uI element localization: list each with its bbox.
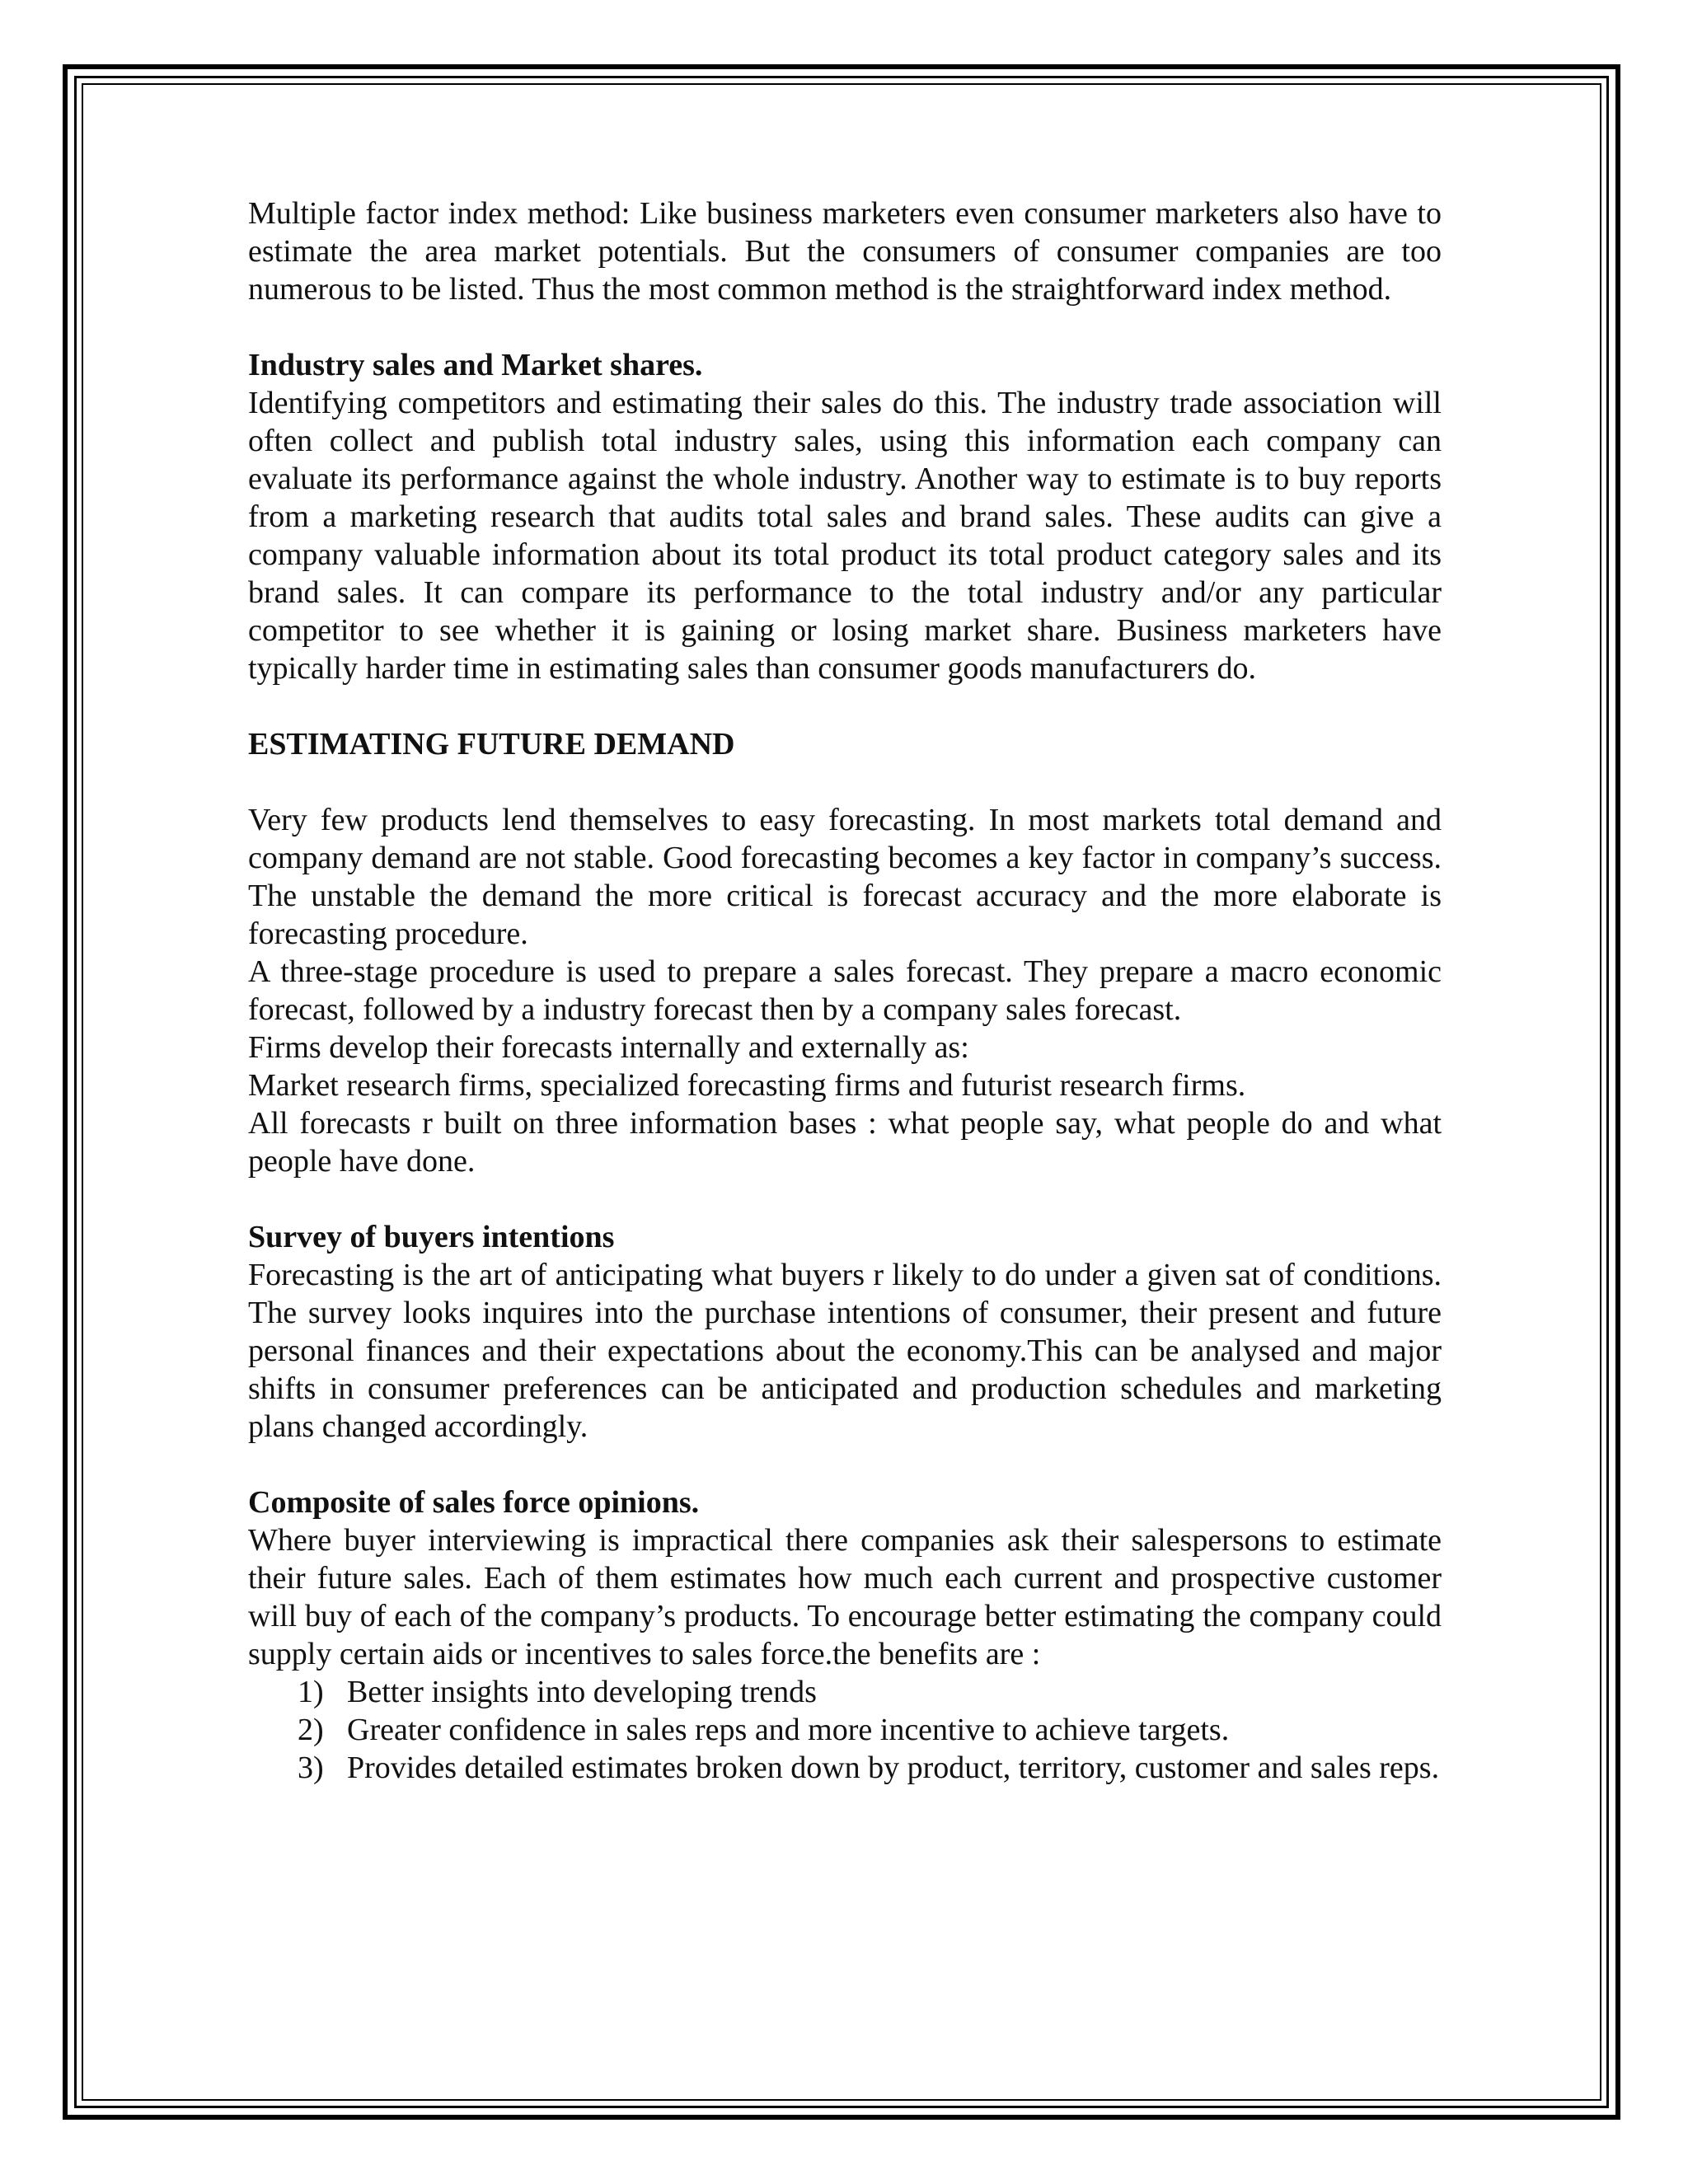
industry-sales-paragraph: Identifying competitors and estimating their sales do this. The industry trade association will often collect and publish total industry sales, using this information each company can evaluate its performance against the whole industry. Another way to estimate is to buy reports from a marketing research that audits total sales and brand sales. These audits can give a company valuable information about its total product its total product category sales and its brand sales. It can compare its performance to the total industry and/or any particular competitor to see whether it is gaining or losing market share. Business marketers have typically harder time in estimating sales than consumer goods manufacturers do.	[248, 386, 1442, 686]
spacer	[248, 687, 1442, 725]
future-demand-paragraph-5: All forecasts r built on three information bases : what people say, what people do and what people have done.	[248, 1106, 1442, 1179]
composite-sales-force-paragraph: Where buyer interviewing is impractical there companies ask their salespersons to estimate their future sales. Each of them estimates how much each current and prospective customer will buy of each of the company’s products. To encourage better estimating the company could supply certain aids or incentives to sales force.the benefits are :	[248, 1523, 1442, 1671]
list-item	[248, 1711, 1442, 1749]
estimating-future-demand-heading: ESTIMATING FUTURE DEMAND	[248, 727, 735, 762]
list-item-text: Better insights into developing trends	[347, 1675, 817, 1709]
list-item-number: 3)	[298, 1750, 324, 1785]
industry-sales-heading: Industry sales and Market shares.	[248, 348, 703, 382]
spacer	[248, 1446, 1442, 1483]
benefits-list	[248, 1673, 1442, 1787]
list-item-number: 1)	[298, 1675, 324, 1709]
multiple-factor-paragraph: Multiple factor index method: Like business marketers even consumer marketers also have to estimate the area market potentials. But the consumers of consumer companies are too numerous to be listed. Thus the most common method is the straightforward index method.	[248, 196, 1442, 307]
list-item	[248, 1673, 1442, 1711]
future-demand-paragraph-1: Very few products lend themselves to easy forecasting. In most markets total demand and company demand are not stable. Good forecasting becomes a key factor in company’s success. The unstable the demand the more critical is forecast accuracy and the more elaborate is forecasting procedure.	[248, 803, 1442, 951]
spacer	[248, 308, 1442, 346]
document-body	[248, 194, 1442, 1787]
future-demand-paragraph-3: Firms develop their forecasts internally and externally as:	[248, 1030, 969, 1065]
survey-buyers-paragraph: Forecasting is the art of anticipating what buyers r likely to do under a given sat of conditions. The survey looks inquires into the purchase intentions of consumer, their present and future personal finances and their expectations about the economy.This can be analysed and major shifts in consumer preferences can be anticipated and production schedules and marketing plans changed accordingly.	[248, 1258, 1442, 1444]
future-demand-paragraph-2: A three-stage procedure is used to prepare a sales forecast. They prepare a macro economic forecast, followed by a industry forecast then by a company sales forecast.	[248, 954, 1442, 1027]
list-item	[248, 1749, 1442, 1787]
spacer	[248, 763, 1442, 801]
list-item-text: Provides detailed estimates broken down by product, territory, customer and sales reps.	[347, 1750, 1440, 1785]
list-item-text: Greater confidence in sales reps and more incentive to achieve targets.	[347, 1713, 1230, 1747]
list-item-number: 2)	[298, 1713, 324, 1747]
future-demand-paragraph-4: Market research firms, specialized forecasting firms and futurist research firms.	[248, 1068, 1246, 1103]
spacer	[248, 1180, 1442, 1218]
composite-sales-force-heading: Composite of sales force opinions.	[248, 1485, 700, 1520]
survey-buyers-heading: Survey of buyers intentions	[248, 1220, 615, 1254]
